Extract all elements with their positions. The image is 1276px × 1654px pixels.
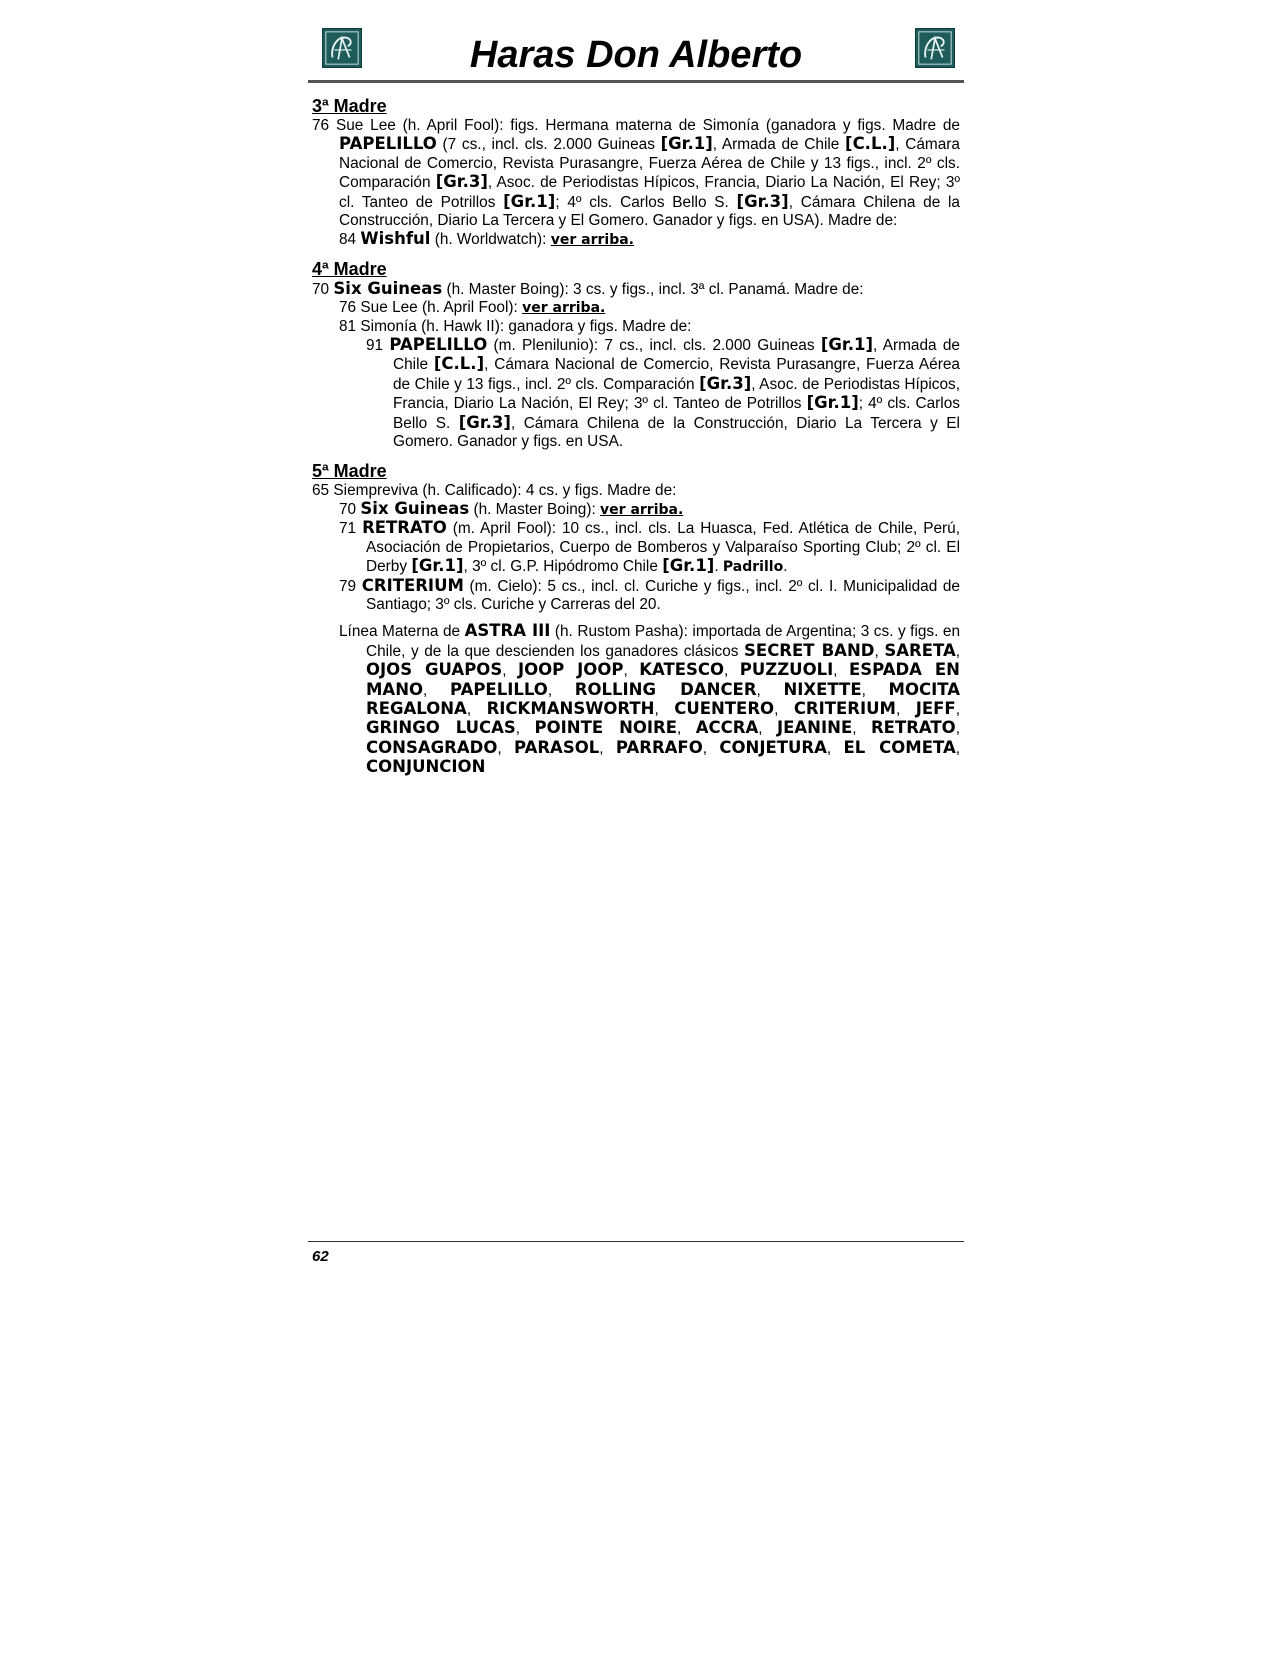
entry-text: Sue Lee (h. April Fool): [360,299,523,317]
entry-year: 70 [339,500,357,518]
winner-name: SECRET BAND [744,640,875,660]
winner-name: CUENTERO [674,698,775,718]
winner-name: JEFF [915,698,956,718]
entry-text: , Cámara Nacional de Comercio, Revista Purasangre, Fuerza Aérea de Chile y 13 figs., incl. 2º cls. Comparación [393,356,960,393]
entry-text: (h. Worldwatch): [430,231,551,249]
winner-name: NIXETTE [783,679,862,699]
header-rule [308,80,964,83]
winner-name: EL COMETA [843,737,956,757]
monogram-logo-icon [915,28,955,68]
entry-text: , Asoc. de Periodistas Hípicos, Francia, Diario La Nación, El Rey; 3º cl. Tanteo de Potrillos [393,375,960,413]
horse-name: RETRATO [362,518,447,538]
entry-year: 79 [339,577,357,595]
section-heading: 5ª Madre [312,460,387,481]
entry-year: 91 [366,337,384,355]
winner-name: PARASOL [514,737,600,757]
winner-name: ESPADA EN MANO [366,660,960,699]
entry-text: ; 4º cls. Carlos Bello S. [555,193,737,211]
grade-badge: [Gr.1] [820,335,874,355]
entry-text: (h. Master Boing): [469,500,601,518]
list-item [339,500,960,519]
entry-year: 84 [339,231,357,249]
section-third-dam [312,96,960,250]
entry-year: 70 [312,280,330,298]
winner-name: OJOS GUAPOS [366,660,503,680]
grade-badge: [Gr.3] [736,191,789,211]
grade-badge: [Gr.1] [662,556,715,576]
entry-text: (m. Cielo): 5 cs., incl. cl. Curiche y figs., incl. 2º cl. I. Municipalidad de Santiago; 3º cls. Curiche y Carreras del 20. [366,577,960,613]
entry-text: Siempreviva (h. Calificado): 4 cs. y figs. Madre de: [333,481,677,499]
page-number: 62 [312,1248,329,1265]
entry-text: . [714,558,723,576]
winner-name: RICKMANSWORTH [486,698,655,718]
grade-badge: [Gr.3] [699,373,752,393]
page-title: Haras Don Alberto [469,34,803,76]
pedigree-content [312,96,960,787]
entry-text: , Armada de Chile [712,136,846,154]
sire-label: Padrillo [722,559,784,576]
winner-name: CONSAGRADO [366,737,498,757]
grade-badge: [C.L.] [845,134,896,154]
see-above-link[interactable]: ver arriba. [522,300,606,317]
winner-name: KATESCO [639,660,725,680]
horse-name: CRITERIUM [361,575,464,595]
entry-text: , Cámara Chilena de la Construcción, Diario La Tercera y El Gomero. Ganador y figs. en USA. [393,414,960,451]
entry-text: Simonía (h. Hawk II): ganadora y figs. Madre de: [360,317,692,335]
horse-name: Six Guineas [333,278,443,298]
entry-text: (7 cs., incl. cls. 2.000 Guineas [436,136,661,154]
list-item [339,299,960,317]
grade-badge: [Gr.3] [458,412,511,432]
see-above-link[interactable]: ver arriba. [600,501,684,518]
horse-name: PAPELILLO [389,335,488,355]
winners-list: SECRET BAND, SARETA, OJOS GUAPOS, JOOP JOOP, KATESCO, PUZZUOLI, ESPADA EN MANO, PAPELILLO, ROLLING DANCER, NIXETTE, MOCITA REGALONA, RICKMANSWORTH, CUENTERO, CRITERIUM, JEFF, GRINGO LUCAS, POINTE NOIRE, ACCRA, JEANINE, RETRATO, CONSAGRADO, PARASOL, PARRAFO, CONJETURA, EL COMETA, CONJUNCION [366,640,961,777]
entry-text: (m. Plenilunio): 7 cs., incl. cls. 2.000 Guineas [487,337,821,355]
section-fifth-dam [312,461,960,778]
section-fourth-dam [312,259,960,452]
list-item [366,336,960,451]
section-heading: 3ª Madre [312,96,387,116]
entry-text: Sue Lee (h. April Fool): figs. Hermana materna de Simonía (ganadora y figs. Madre de [335,117,960,134]
list-item [339,318,960,336]
horse-name: Six Guineas [360,498,470,518]
winner-name: CONJETURA [719,737,827,757]
grade-badge: [Gr.1] [411,556,464,576]
winner-name: JOOP JOOP [517,660,624,680]
entry-year: 76 [312,117,330,134]
entry-text: (h. Master Boing): 3 cs. y figs., incl. 3ª cl. Panamá. Madre de: [442,280,864,298]
grade-badge: [C.L.] [433,354,485,374]
winner-name: ACCRA [695,718,759,738]
horse-name: PAPELILLO [339,134,437,154]
entry-year: 65 [312,481,330,499]
list-item [312,117,960,230]
list-item [312,482,960,500]
grade-badge: [Gr.1] [806,393,859,413]
entry-year: 81 [339,317,357,335]
winner-name: CONJUNCION [366,757,486,777]
winner-name: GRINGO LUCAS [366,718,516,738]
winner-name: POINTE NOIRE [534,718,678,738]
list-item [339,577,960,615]
winner-name: JEANINE [777,718,853,738]
winner-name: MOCITA REGALONA [366,679,960,718]
entry-text: , Cámara Nacional de Comercio, Revista Purasangre, Fuerza Aérea de Chile y 13 figs., incl. 2º cls. Comparación [339,136,960,192]
entry-text: . [783,558,788,576]
grade-badge: [Gr.1] [660,134,713,154]
maternal-line-paragraph [339,622,960,777]
winner-name: PARRAFO [615,737,703,757]
list-item [339,230,960,249]
winner-name: CRITERIUM [793,698,896,718]
footer-rule [308,1241,964,1242]
section-heading: 4ª Madre [312,258,387,279]
winner-name: SARETA [884,640,956,660]
entry-year: 76 [339,299,357,317]
horse-name: Wishful [360,229,431,249]
winner-name: PUZZUOLI [739,660,834,680]
winner-name: RETRATO [870,718,956,738]
entry-text: , Asoc. de Periodistas Hípicos, Francia, Diario La Nación, El Rey; 3º cl. Tanteo de Potrillos [339,174,960,211]
list-item [312,280,960,299]
winner-name: ROLLING DANCER [574,679,757,699]
list-item [339,519,960,576]
entry-text: , Cámara Chilena de la Construcción, Diario La Tercera y El Gomero. Ganador y figs. en USA). Madre de: [339,193,960,230]
entry-year: 71 [339,520,357,538]
entry-text: (m. April Fool): 10 cs., incl. cls. La Huasca, Fed. Atlética de Chile, Perú, Asociación de Propietarios, Cuerpo de Bomberos y Valparaíso Sporting Club; 2º cl. El Derby [366,520,960,576]
see-above-link[interactable]: ver arriba. [550,232,634,249]
entry-text: , 3º cl. G.P. Hipódromo Chile [463,558,663,576]
entry-text: , Armada de Chile [393,337,960,374]
winner-name: PAPELILLO [449,679,548,699]
entry-text: (h. Rustom Pasha): importada de Argentina; 3 cs. y figs. en Chile, y de la que descienden los ganadores clásicos [366,623,961,660]
horse-name: ASTRA III [464,621,551,641]
grade-badge: [Gr.3] [435,172,488,192]
grade-badge: [Gr.1] [503,191,556,211]
entry-text: ; 4º cls. Carlos Bello S. [393,395,960,432]
entry-text: Línea Materna de [339,623,465,641]
